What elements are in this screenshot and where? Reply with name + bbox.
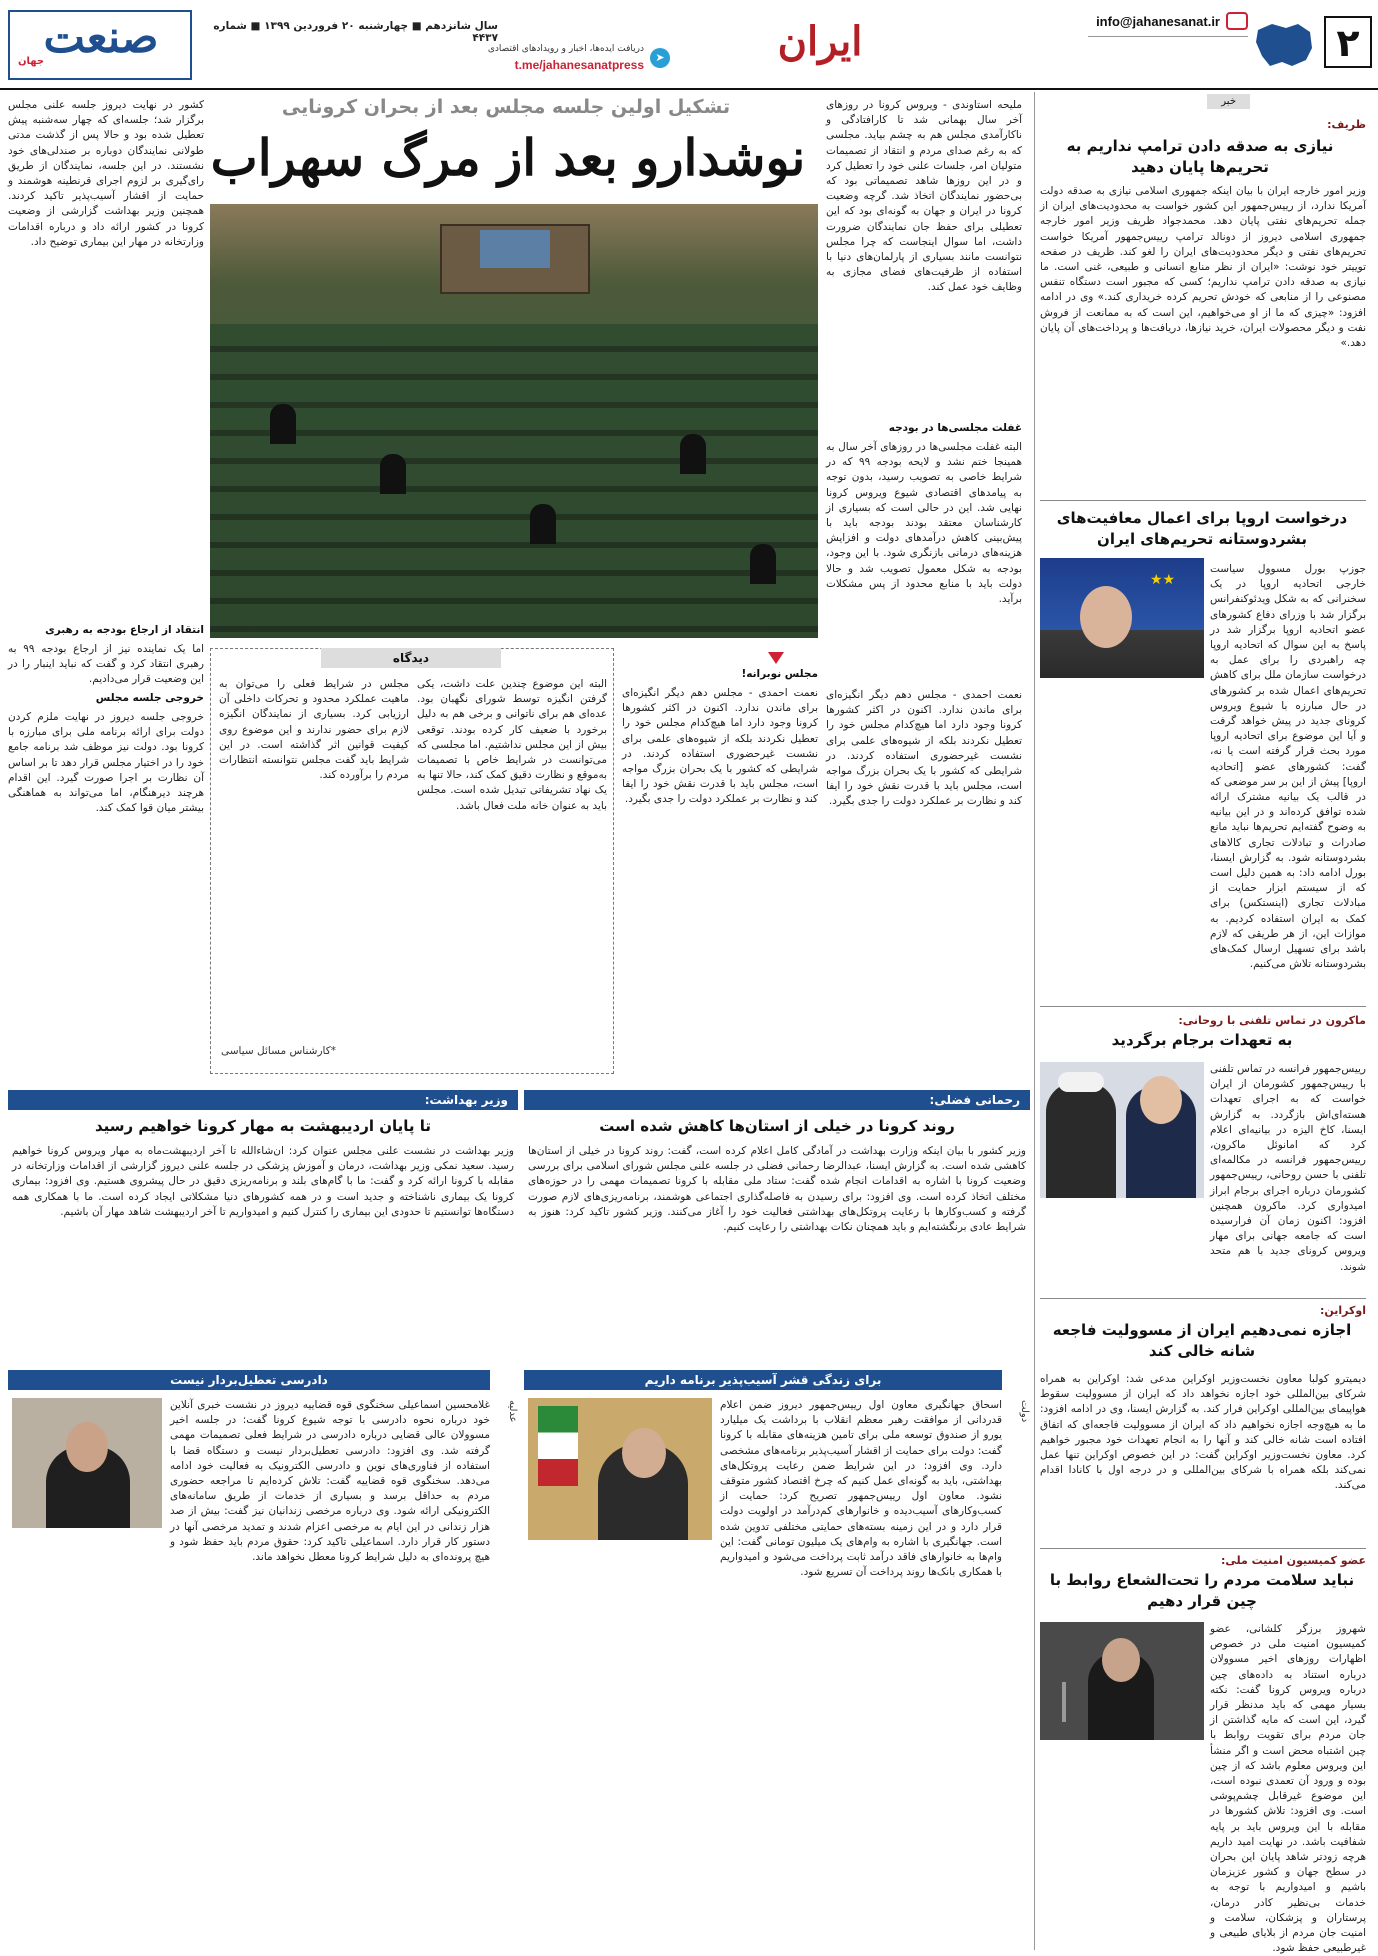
telegram-promo[interactable] xyxy=(432,44,672,74)
divider xyxy=(1040,1298,1366,1299)
macron-kicker: ماکرون در تماس تلفنی با روحانی: xyxy=(1178,1014,1366,1027)
main-col-right-3: نعمت احمدی - مجلس دهم دیگر انگیزه‌ای برای ماندن ندارد. اکنون در اکثر کشورها کرونا وجود دارد اما هیچ‌کدام مجلس خود را تعطیل نکردند بلکه از شیوه‌های علمی برای نشست غیرحضوری استفاده کردند. در شرایطی که کشور با یک بحران بزرگ مواجه است، مجلس باید با قدرت نقش خود را ایفا کند و نظارت بر عملکرد دولت را جدی بگیرد. xyxy=(826,689,1022,808)
zarif-kicker: ظریف: xyxy=(1327,118,1366,131)
issue-line: سال شانزدهم ■ چهارشنبه ۲۰ فروردین ۱۳۹۹ ■ شماره ۴۴۳۷ xyxy=(213,20,498,44)
email-icon xyxy=(1226,12,1248,30)
screen xyxy=(480,230,550,268)
europe-headline[interactable]: درخواست اروپا برای اعمال معافیت‌های بشردوستانه تحریم‌های ایران xyxy=(1056,509,1348,548)
member-4 xyxy=(680,434,706,474)
rahmani-body: وزیر کشور با بیان اینکه وزارت بهداشت در آمادگی کامل اعلام کرده است، گفت: روند کرونا در خیلی از استان‌ها کاهشی شده است. به گزارش ایسنا، عبدالرضا رحمانی فضلی در جلسه علنی مجلس شورای اسلامی برای بررسی وضعیت کرونا با اشاره به اقدامات انجام شده گفت: ستاد ملی مقابله با کرونا تصمیمات مهمی را در حوزه‌های مختلف اتخاذ کرده است. وی افزود: برای رسیدن به فاصله‌گذاری اجتماعی هوشمند، برنامه‌ریزی‌های لازم صورت گرفته و کسب‌وکارها با رعایت پروتکل‌های بهداشتی فعالیت خود را آغاز می‌کنند. وزیر کشور تاکید کرد: هنوز به شرایط عادی برنگشته‌ایم و باید همچنان نکات بهداشتی را رعایت کنیم. xyxy=(528,1145,1026,1234)
judiciary-body: غلامحسین اسماعیلی سخنگوی قوه قضاییه دیروز در نشست خبری آنلاین خود درباره نحوه دادرسی با توجه شیوع کرونا گفت: در جلسه اخیر مسوولان عالی قضایی درباره دادرسی در شرایط فعلی تصمیمات مهمی گرفته شد. وی افزود: دادرسی تعطیل‌بردار نیست و دستگاه قضا با استفاده از فناوری‌های نوین و دادرسی الکترونیک به فعالیت خود ادامه می‌دهد. سخنگوی قوه قضاییه گفت: تلاش کرده‌ایم تا مراجعه حضوری مردم به حداقل برسد و بسیاری از خدمات از طریق سامانه‌های الکترونیکی ارائه شود. وی درباره مرخصی زندانیان نیز گفت: بیش از صد هزار زندانی در این ایام به مرخصی اعزام شدند و تمدید مرخصی آنها در دستور کار قرار دارد. اسماعیلی تاکید کرد: حقوق مردم باید حفظ شود و هیچ پرونده‌ای به دلیل شرایط کرونا معطل نخواهد ماند. xyxy=(170,1399,490,1564)
main-col-left-2: اما یک نماینده نیز از ارجاع بودجه ۹۹ به رهبری انتقاد کرد و گفت که نباید اینبار را در این وضعیت قرار می‌دادیم. xyxy=(8,643,205,686)
zarif-headline[interactable]: نیازی به صدقه دادن ترامپ نداریم به تحریم‌ها پایان دهید xyxy=(1066,137,1334,176)
rahmani-article xyxy=(524,1090,1030,1360)
logo-sub: جهان xyxy=(18,56,45,67)
zarif-body: وزیر امور خارجه ایران با بیان اینکه جمهوری اسلامی نیازی به صدقه دولت آمریکا ندارد، از رییس‌جمهور این کشور خواست به محدودیت‌های ایران از جمله تحریم‌های نفتی پایان دهد. محمدجواد ظریف وزیر امور خارجه جمهوری اسلامی دیروز از دونالد ترامپ رییس‌جمهور آمریکا خواست تحریم‌های نفتی و دیگر محدودیت‌های ایران را لغو کند. ظریف در صفحه توییتر خود نوشت: «ایران از نظر منابع انسانی و طبیعی، غنی است. ما نیازی به صدقه دادن ترامپ نداریم؛ کسی که مجبور است دستگاه تنفس مصنوعی را از منابعی که خودش تحریم کرده خریداری کند.» وی در ادامه افزود: «چیزی که ما از او می‌خواهیم، این است که به ممانعت از فروش نفت و دیگر محصولات ایران، خرید نیازها، دریافت‌ها و پرداخت‌های آن پایان دهد.» xyxy=(1040,185,1366,350)
iran-map-icon xyxy=(1252,20,1316,72)
ukraine-body: دیمیترو کولبا معاون نخست‌وزیر اوکراین مدعی شد: اوکراین به همراه شرکای بین‌المللی خود اجازه نخواهد داد که ایران از مسوولیت سقوط هواپیمای بین‌المللی اوکراین فرار کند. به گزارش ایسنا، وی در ادامه افزود: ما به هیچ‌وجه اجازه نخواهیم داد که ایران از مسوولیت فاجعه‌ای که اتفاق افتاده است شانه خالی کند و آنها را به انجام تعهدات خود مجبور خواهیم کرد. معاون نخست‌وزیر اوکراین گفت: در این خصوص اوکراین تنها عمل نمی‌کند بلکه همراه با شرکای بین‌المللی و در درجه اول با کانادا اقدام می‌کند. xyxy=(1040,1373,1366,1492)
viewpoint-col-2: مجلس در شرایط فعلی را می‌توان به ماهیت عملکرد محدود و تحرکات داخلی آن ارزیابی کرد. بسیاری از نمایندگان انگیزه لازم برای حضور ندارند و این موضوع روی کیفیت قوانین اثر گذاشته است. در این شرایط باید گفت مجلس نتوانسته انتظارات مردم را برآورده کند. xyxy=(219,678,409,782)
rahmani-headline[interactable]: روند کرونا در خیلی از استان‌ها کاهش شده است xyxy=(599,1117,955,1135)
ukraine-headline[interactable]: اجازه نمی‌دهیم ایران از مسوولیت فاجعه شانه خالی کند xyxy=(1052,1321,1352,1360)
main-col-right-1: ملیحه استاوندی - ویروس کرونا در روزهای آخر سال بهمانی شد تا کارافتادگی و ناکارآمدی مجلس هم به چشم بیاید. مجلسی که به رغم صدای مردم و انتقاد از تصمیمات متولیان امر، جلسات علنی خود را تعطیل کرد و در این روزها شاهد تصمیماتی بود که بی‌حضور نمایندگان اتخاذ شد. گرچه وضعیت کرونا در ایران و جهان به گونه‌ای بود که این تعطیلی برای حفظ جان نمایندگان ضرورت داشت، اما سوال اینجاست که چرا مجلس نتوانست مانند بسیاری از پارلمان‌های دنیا با استفاده از ظرفیت‌های فضای مجازی به وظایف خود عمل کند. xyxy=(826,99,1022,294)
viewpoint-box xyxy=(210,648,614,1074)
eu-stars-icon: ★★ xyxy=(1150,572,1176,588)
member-3 xyxy=(530,504,556,544)
telegram-line-2: t.me/jahanesanatpress xyxy=(514,58,644,72)
ukraine-kicker: اوکراین: xyxy=(1319,1304,1366,1317)
judiciary-article xyxy=(8,1370,518,1950)
newspaper-logo xyxy=(8,10,192,80)
main-subhead-output: خروجی جلسه مجلس xyxy=(95,692,204,704)
divider xyxy=(1040,500,1366,501)
main-col-right-2: البته غفلت مجلسی‌ها در روزهای آخر سال به همینجا ختم نشد و لایحه بودجه ۹۹ که در شرایط خاصی به تصویب رسید، بدون توجه به پیامدهای اقتصادی شیوع ویروس کرونا نهایی شد. این در حالی است که بسیاری از کارشناسان معتقد بودند بودجه باید با پیش‌بینی کاهش درآمدهای دولت و افزایش هزینه‌های درمانی بازنگری شود. با این وجود، بودجه به شکل معمول تصویب شد و حالا دولت باید با منابع محدود از پس مشکلات برآید. xyxy=(826,441,1022,606)
macron-headline[interactable]: به تعهدات برجام برگردید xyxy=(1111,1031,1293,1049)
jahangiri-side-label: دولت xyxy=(1019,1400,1030,1423)
viewpoint-signature: *کارشناس مسائل سیاسی xyxy=(221,1045,336,1057)
macron-body: رییس‌جمهور فرانسه در تماس تلفنی با رییس‌جمهور کشورمان از ایران خواست که به اجرای تعهدات هسته‌ای‌اش بازگردد. به گزارش ایسنا، کاخ الیزه در بیانیه‌ای اعلام کرد که امانوئل ماکرون، رییس‌جمهور فرانسه در مکالمه‌ای تلفنی با حسن روحانی، رییس‌جمهور کشورمان درباره اجرای برجام ابراز امیدواری کرد. ماکرون همچنین افزود: اکنون زمان آن فرارسیده است که جامعه جهانی برای مهار ویروس کرونای جدید با هم متحد شوند. xyxy=(1210,1063,1366,1273)
main-kicker: تشکیل اولین جلسه مجلس بعد از بحران کرونایی xyxy=(281,96,731,118)
judiciary-side-label: عدلیه xyxy=(507,1400,518,1423)
telegram-icon: ➤ xyxy=(650,48,670,68)
health-article xyxy=(8,1090,518,1360)
main-subhead-budget-referral: انتقاد از ارجاع بودجه به رهبری xyxy=(45,624,204,636)
rahmani-tag: رحمانی فضلی: xyxy=(524,1090,1030,1110)
column-separator xyxy=(1034,92,1035,1950)
jahangiri-article xyxy=(524,1370,1030,1950)
health-tag: وزیر بهداشت: xyxy=(8,1090,518,1110)
divider xyxy=(1040,1006,1366,1007)
left-news-column xyxy=(1036,92,1370,1955)
section-title: ایران xyxy=(777,18,863,65)
member-5 xyxy=(750,544,776,584)
masthead xyxy=(0,0,1378,92)
header-divider xyxy=(1088,36,1248,37)
red-arrow-icon xyxy=(768,652,784,664)
main-col-middle: نعمت احمدی - مجلس دهم دیگر انگیزه‌ای برای ماندن ندارد. اکنون در اکثر کشورها کرونا وجود دارد اما هیچ‌کدام مجلس خود را تعطیل نکردند بلکه از شیوه‌های علمی برای نشست غیرحضوری استفاده کردند. در شرایطی که کشور با یک بحران بزرگ مواجه است، مجلس باید با قدرت نقش خود را ایفا کند و نظارت بر عملکرد دولت را جدی بگیرد. xyxy=(622,687,818,806)
seat-rows xyxy=(210,324,818,638)
main-subhead-budget: غفلت مجلسی‌ها در بودجه xyxy=(888,422,1022,434)
telegram-line-1: دریافت ایده‌ها، اخبار و رویدادهای اقتصادی xyxy=(487,44,644,54)
main-subhead-parliament: مجلس نوبرانه! xyxy=(741,668,818,680)
masthead-bottom-rule xyxy=(0,88,1378,90)
viewpoint-label: دیدگاه xyxy=(321,648,501,668)
main-story xyxy=(8,92,1028,1088)
parliament-session-photo xyxy=(210,204,818,638)
email-address[interactable]: info@jahanesanat.ir xyxy=(1096,14,1220,29)
europe-body: جوزپ بورل مسوول سیاست خارجی اتحادیه اروپا در یک سخنرانی که به شکل ویدئوکنفرانس برگزار شد با وزرای دفاع کشورهای عضو اتحادیه اروپا برگزار شد در پاسخ به این سوال که اتحادیه اروپا چه راهبردی را برای عمل به درخواست سازمان ملل برای کاهش تحریم‌های اعمال شده بر کشورهای در حال مبارزه با شیوع ویروس کرونای جدید در پیش خواهد گرفت و آیا این موضوع برای اتحادیه اروپا مورد بحث قرار گرفته است یا نه، گفت: کشورهای عضو [اتحادیه اروپا] پیش از این بر سر موضعی که در قالب یک بیانیه مشترک ارائه شده توافق کرده‌اند و در این بیانیه به وضوح گفته‌ایم تحریم‌ها نباید مانع صادرات و تبادلات تجاری کالاهای بشردوستانه شود. به گزارش ایسنا، بورل ادامه داد: به همین دلیل است که از سیستم ابزار حمایت از مبادلات تجاری (اینستکس) برای کمک به ایران استفاده کردیم. به موازات این، از هر طریقی که لازم باشد برای تسهیل ارسال کمک‌های بشردوستانه تلاش می‌کنیم. xyxy=(1210,563,1366,971)
health-body: وزیر بهداشت در نشست علنی مجلس عنوان کرد: ان‌شاءالله تا آخر اردیبهشت‌ماه به مهار ویروس کرونا خواهیم رسید. سعید نمکی وزیر بهداشت، درمان و آموزش پزشکی در جلسه علنی دیروز گزارشی از اقدامات وزارتخانه در مقابله با کرونا ارائه کرد و گفت: ما با گام‌های بلند و برنامه‌ریزی دقیق در حال پیشروی هستیم. وی افزود: بیماری کرونا یک بیماری ناشناخته و جدید است و در همه کشورهای دنیا مشکلاتی ایجاد کرده است. ما با همکاری همه دستگاه‌ها توانستیم تا حدودی این بیماری را کنترل کنیم و امیدواریم تا آخر اردیبهشت شاهد مهار آن باشیم. xyxy=(12,1145,514,1218)
judiciary-tag: دادرسی تعطیل‌بردار نیست xyxy=(8,1370,490,1390)
health-headline[interactable]: تا پایان اردیبهشت به مهار کرونا خواهیم رسید xyxy=(94,1117,432,1135)
member-1 xyxy=(270,404,296,444)
main-col-left-1: کشور در نهایت دیروز جلسه علنی مجلس برگزار شد؛ جلسه‌ای که چهار سه‌شنبه پیش تعطیل شده بود و حالا پس از گذشت مدتی طولانی نمایندگان دوباره بر صندلی‌های خود نشستند. در این جلسه، نمایندگان از طریق رای‌گیری بر لزوم اجرای قرنطینه هوشمند و حمایت از اقشار آسیب‌پذیر تاکید کردند. همچنین وزیر بهداشت گزارشی از وضعیت کرونا در کشور ارائه داد و درباره اقدامات وزارتخانه در مهار این بیماری توضیح داد. xyxy=(8,99,204,248)
divider xyxy=(1040,1548,1366,1549)
page-number-box: ۲ xyxy=(1324,16,1372,68)
member-2 xyxy=(380,454,406,494)
security-kicker: عضو کمیسیون امنیت ملی: xyxy=(1220,1554,1366,1567)
security-body: شهروز برزگر کلشانی، عضو کمیسیون امنیت ملی در خصوص اظهارات روزهای اخیر مسوولان درباره استناد به داده‌های چین درباره ویروس کرونا گفت: نکته بسیار مهمی که باید مدنظر قرار گیرد، این است که مایه گذاشتن از جان مردم برای تقویت روابط با چین اشتباه محض است و اگر منشأ این ویروس معلوم باشد که از چین بوده و ورود آن تعمدی نبوده است، این موضوع غیرقابل چشم‌پوشی است. وی افزود: تلاش کشورها در مقابله با این ویروس باید بر پایه شفافیت باشد. در نهایت امید داریم هرچه زودتر شاهد پایان این بحران در سطح جهان و کشور عزیزمان باشیم و امیدواریم با توجه به خدمات بی‌نظیر کادر درمان، پرستاران و پزشکان، سلامت و امنیت جان مردم از بلایای طبیعی و غیرطبیعی حفظ شود. xyxy=(1210,1623,1366,1955)
main-headline[interactable]: نوشدارو بعد از مرگ سهراب xyxy=(210,128,806,187)
logo-text: صنعت xyxy=(43,12,159,63)
news-tag: خبر xyxy=(1207,94,1250,109)
security-headline[interactable]: نباید سلامت مردم را تحت‌الشعاع روابط با چین قرار دهیم xyxy=(1049,1571,1355,1610)
main-col-left-3: خروجی جلسه دیروز در نهایت ملزم کردن دولت برای ارائه برنامه ملی برای مبارزه با کرونا بود. دولت نیز موظف شد برنامه جامع خود را در اختیار مجلس قرار دهد تا بر اساس آن نظارت بر اجرا صورت گیرد. این اقدام هرچند دیرهنگام، اما می‌تواند به هماهنگی بیشتر میان قوا کمک کند. xyxy=(8,711,204,815)
jahangiri-body: اسحاق جهانگیری معاون اول رییس‌جمهور دیروز ضمن اعلام قدردانی از موافقت رهبر معظم انقلاب با برداشت یک میلیارد یورو از صندوق توسعه ملی برای تامین هزینه‌های مقابله با کرونا گفت: دولت برای حمایت از اقشار آسیب‌پذیر برنامه‌های مشخصی دارد. وی افزود: در این شرایط ضمن رعایت پروتکل‌های بهداشتی، باید به گونه‌ای عمل کنیم که چرخ اقتصاد کشور متوقف نشود. معاون اول رییس‌جمهور تصریح کرد: حمایت از کسب‌وکارهای آسیب‌دیده و خانوارهای کم‌درآمد در اولویت دولت قرار دارد و در این زمینه بسته‌های حمایتی مختلفی تدوین شده است. جهانگیری با اشاره به وام‌های یک میلیون تومانی گفت: این وام‌ها به خانوارهای فاقد درآمد ثابت پرداخت می‌شود و امیدواریم با همکاری بانک‌ها روند پرداخت آن تسریع شود. xyxy=(720,1399,1002,1579)
jahangiri-tag: برای زندگی قشر آسیب‌پذیر برنامه داریم xyxy=(524,1370,1002,1390)
viewpoint-col-1: البته این موضوع چندین علت داشت، یکی گرفتن انگیزه توسط شورای نگهبان بود. عده‌ای هم برای ناتوانی و برخی هم به دلیل برخورد با ضعیف کار کرده بودند. توقعی بیش از این مجلس نداشتیم. اما مجلسی که می‌توانست در شرایط خاص با تصمیمات به‌موقع و نظارت دقیق کمک کند، حالا تنها به یک نهاد تشریفاتی تبدیل شده است. مجلس باید به عنوان خانه ملت فعال باشد. xyxy=(417,678,607,812)
